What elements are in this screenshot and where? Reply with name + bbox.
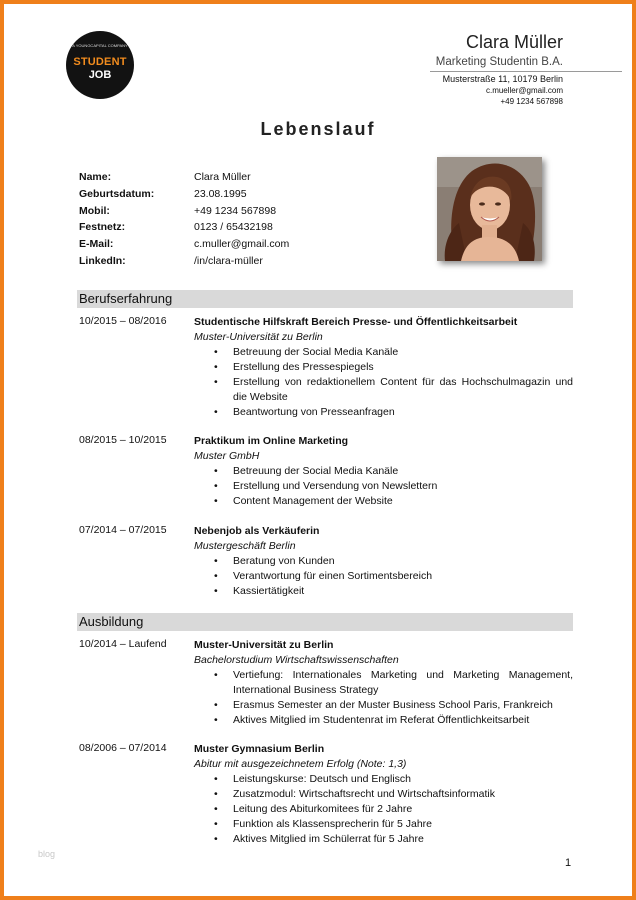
personal-value: /in/clara-müller [194, 254, 263, 267]
list-item: • Leitung des Abiturkomitees für 2 Jahre [194, 802, 573, 817]
list-item: • Zusatzmodul: Wirtschaftsrecht und Wirtschaftsinformatik [194, 787, 573, 802]
list-item: • Erstellung des Pressespiegels [194, 360, 573, 375]
logo-word-job: JOB [88, 69, 112, 81]
list-item: • Kassiertätigkeit [194, 584, 573, 599]
entry-organization: Muster GmbH [194, 450, 260, 462]
personal-value: +49 1234 567898 [194, 204, 277, 217]
entry-body [194, 524, 573, 599]
section-header-experience [77, 290, 573, 308]
logo-tagline: A YOUNGCAPITAL COMPANY [72, 43, 128, 48]
header-subtitle: Marketing Studentin B.A. [435, 56, 563, 68]
personal-value: 0123 / 65432198 [194, 221, 273, 234]
personal-label: LinkedIn: [79, 254, 126, 267]
personal-label: Mobil: [79, 204, 110, 217]
personal-label: Geburtsdatum: [79, 187, 155, 200]
entry-date: 10/2015 – 08/2016 [79, 315, 167, 327]
personal-value: 23.08.1995 [194, 187, 247, 200]
entry-date: 08/2006 – 07/2014 [79, 742, 167, 754]
list-item: • Funktion als Klassensprecherin für 5 Jahre [194, 817, 573, 832]
header-contact [443, 74, 563, 107]
entry-date: 10/2014 – Laufend [79, 638, 167, 650]
entry-list [194, 772, 573, 847]
list-item: • Beratung von Kunden [194, 554, 573, 569]
list-item: • Leistungskurse: Deutsch und Englisch [194, 772, 573, 787]
header-divider [430, 71, 622, 72]
list-item: • Content Management der Website [194, 494, 573, 509]
watermark-text: blog [38, 849, 56, 859]
entry-list [194, 554, 573, 599]
section-title: Berufserfahrung [79, 291, 173, 306]
entry-organization: Bachelorstudium Wirtschaftswissenschaften [194, 654, 399, 666]
list-item: • Vertiefung: Internationales Marketing und Marketing Management, International Business Strategy [194, 668, 573, 698]
entry-title: Muster-Universität zu Berlin [194, 639, 334, 651]
header-email: c.mueller@gmail.com [485, 86, 563, 95]
personal-value: Clara Müller [194, 171, 251, 183]
entry-organization: Muster-Universität zu Berlin [194, 331, 323, 343]
logo-word-student: STUDENT [73, 56, 127, 68]
header-street: Musterstraße 11, 10179 Berlin [442, 74, 563, 84]
personal-label: Festnetz: [79, 221, 126, 234]
header-name: Clara Müller [465, 32, 563, 52]
entry-list [194, 668, 573, 728]
list-item: • Erstellung von redaktionellem Content für das Hochschulmagazin und die Website [194, 375, 573, 405]
entry-title: Studentische Hilfskraft Bereich Presse- und Öffentlichkeitsarbeit [194, 316, 518, 328]
section-title: Ausbildung [79, 614, 144, 629]
list-item: • Verantwortung für einen Sortimentsbereich [194, 569, 573, 584]
entry-title: Praktikum im Online Marketing [194, 435, 349, 447]
profile-photo [437, 157, 542, 261]
entry-date: 08/2015 – 10/2015 [79, 434, 167, 446]
list-item: • Erasmus Semester an der Muster Business School Paris, Frankreich [194, 698, 573, 713]
entry-body [194, 315, 573, 420]
entry-body [194, 638, 573, 728]
entry-organization: Abitur mit ausgezeichnetem Erfolg (Note: 1,3) [194, 758, 407, 770]
personal-label: E-Mail: [79, 238, 114, 251]
entry-organization: Mustergeschäft Berlin [194, 540, 296, 552]
list-item: • Aktives Mitglied im Schülerrat für 5 Jahre [194, 832, 573, 847]
page-number: 1 [565, 857, 572, 869]
list-item: • Beantwortung von Presseanfragen [194, 405, 573, 420]
header-phone: +49 1234 567898 [500, 97, 563, 106]
entry-list [194, 464, 573, 509]
entry-title: Nebenjob als Verkäuferin [194, 525, 320, 537]
entry-body [194, 434, 573, 509]
personal-value: c.muller@gmail.com [194, 238, 290, 251]
list-item: • Aktives Mitglied im Studentenrat im Referat Öffentlichkeitsarbeit [194, 713, 573, 728]
entry-list [194, 345, 573, 420]
personal-label: Name: [79, 171, 112, 183]
list-item: • Betreuung der Social Media Kanäle [194, 345, 573, 360]
entry-title: Muster Gymnasium Berlin [194, 743, 325, 755]
entry-date: 07/2014 – 07/2015 [79, 524, 167, 536]
list-item: • Erstellung und Versendung von Newslettern [194, 479, 573, 494]
student-job-logo [66, 31, 134, 99]
entry-body [194, 742, 573, 847]
list-item: • Betreuung der Social Media Kanäle [194, 464, 573, 479]
document-title: Lebenslauf [260, 119, 376, 139]
section-header-education [77, 613, 573, 631]
